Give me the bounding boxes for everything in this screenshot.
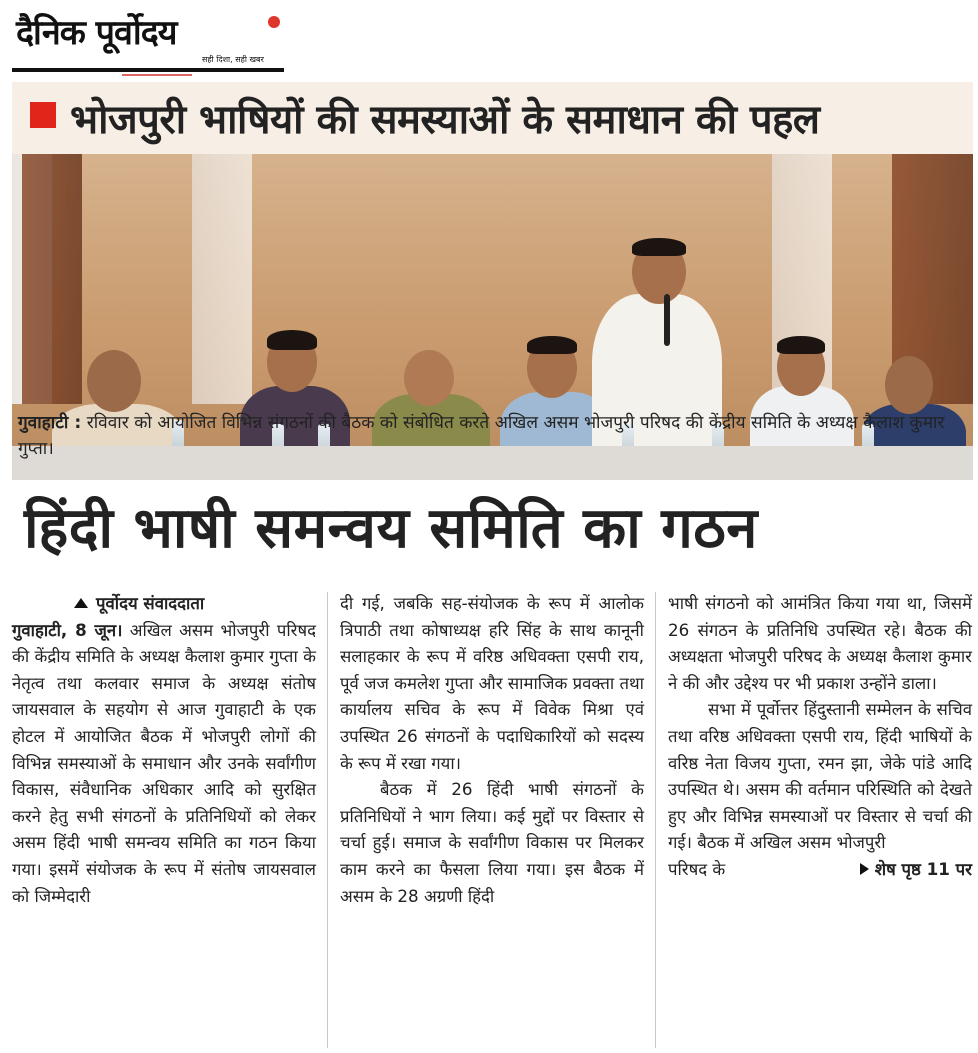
bullet-square-icon xyxy=(30,102,56,128)
continued-text: शेष पृष्ठ 11 पर xyxy=(874,858,972,879)
arrow-right-icon xyxy=(860,863,869,875)
article-paragraph-end: परिषद के xyxy=(668,858,726,879)
continuation-row xyxy=(668,856,972,883)
newspaper-title: दैनिक पूर्वोदय xyxy=(16,13,177,53)
byline-triangle-icon xyxy=(74,598,88,608)
article-paragraph: भाषी संगठनो को आमंत्रित किया गया था, जिसमें 26 संगठन के प्रतिनिधि उपस्थित रहे। बैठक की अध्यक्षता भोजपुरी परिषद के अध्यक्ष कैलाश कुमार ने की और उद्देश्य पर भी प्रकाश उन्होंने डाला। xyxy=(668,593,972,693)
article-paragraph: सभा में पूर्वोत्तर हिंदुस्तानी सम्मेलन के सचिव तथा वरिष्ठ अधिवक्ता एसपी राय, हिंदी भाषियों के वरिष्ठ नेता विजय गुप्ता, रमन झा, जेके पांडे आदि उपस्थित थे। असम की वर्तमान परिस्थिति को देखते हुए और विभिन्न समस्याओं पर विस्तार से चर्चा की गई। बैठक में अखिल असम भोजपुरी xyxy=(668,699,972,853)
article-column-3 xyxy=(668,590,972,883)
article-column-1 xyxy=(12,590,316,909)
main-headline: हिंदी भाषी समन्वय समिति का गठन xyxy=(24,496,758,561)
sub-headline: भोजपुरी भाषियों की समस्याओं के समाधान की पहल xyxy=(70,97,820,143)
masthead xyxy=(12,6,284,72)
article-paragraph: बैठक में 26 हिंदी भाषी संगठनों के प्रतिनिधियों ने भाग लिया। कई मुद्दों पर विस्तार से चर्चा हुई। समाज के सर्वांगीण विकास पर मिलकर काम करने का फैसला लिया गया। इस बैठक में असम के 28 अग्रणी हिंदी xyxy=(340,779,644,906)
column-divider xyxy=(655,592,656,1048)
caption-text: रविवार को आयोजित विभिन्न संगठनों की बैठक को संबोधित करते अखिल असम भोजपुरी परिषद की केंद्रीय समिति के अध्यक्ष कैलाश कुमार गुप्ता। xyxy=(18,413,945,459)
photo-caption xyxy=(18,410,963,462)
logo-dot-icon xyxy=(268,16,280,28)
article-column-2 xyxy=(340,590,644,909)
masthead-subrule xyxy=(122,74,192,76)
newspaper-tagline: सही दिशा, सही खबर xyxy=(202,55,264,64)
caption-place: गुवाहाटी : xyxy=(18,413,82,433)
photo-curtain xyxy=(22,154,82,404)
article-paragraph: दी गई, जबकि सह-संयोजक के रूप में आलोक त्रिपाठी तथा कोषाध्यक्ष हरि सिंह के साथ कानूनी सलाहकार के रूप में वरिष्ठ अधिवक्ता एसपी राय, पूर्व जज कमलेश गुप्ता और सामाजिक प्रवक्ता तथा कार्यालय सचिव के रूप में विवेक मिश्रा एवं उपस्थित 26 संगठनों के पदाधिकारियों को सदस्य के रूप में रखा गया। xyxy=(340,593,644,773)
column-divider xyxy=(327,592,328,1048)
byline: पूर्वोदय संवाददाता xyxy=(12,590,316,617)
masthead-rule xyxy=(12,68,284,72)
dateline: गुवाहाटी, 8 जून। xyxy=(12,619,123,640)
photo-window xyxy=(192,154,252,404)
continued-link[interactable] xyxy=(860,856,972,883)
article-paragraph: अखिल असम भोजपुरी परिषद की केंद्रीय समिति के अध्यक्ष कैलाश कुमार गुप्ता के नेतृत्व तथा कलवार समाज के अध्यक्ष संतोष जायसवाल के सहयोग से आज गुवाहाटी के एक होटल में आयोजित बैठक में भोजपुरी लोगों की विभिन्न समस्याओं के समाधान और उनके सर्वांगीण विकास, संवैधानिक अधिकार आदि को सुरक्षित करने हेतु सभी संगठनों के प्रतिनिधियों को लेकर असम हिंदी भाषी समन्वय समिति का गठन किया गया। इसमें संयोजक के रूप में संतोष जायसवाल को जिम्मेदारी xyxy=(12,619,316,906)
